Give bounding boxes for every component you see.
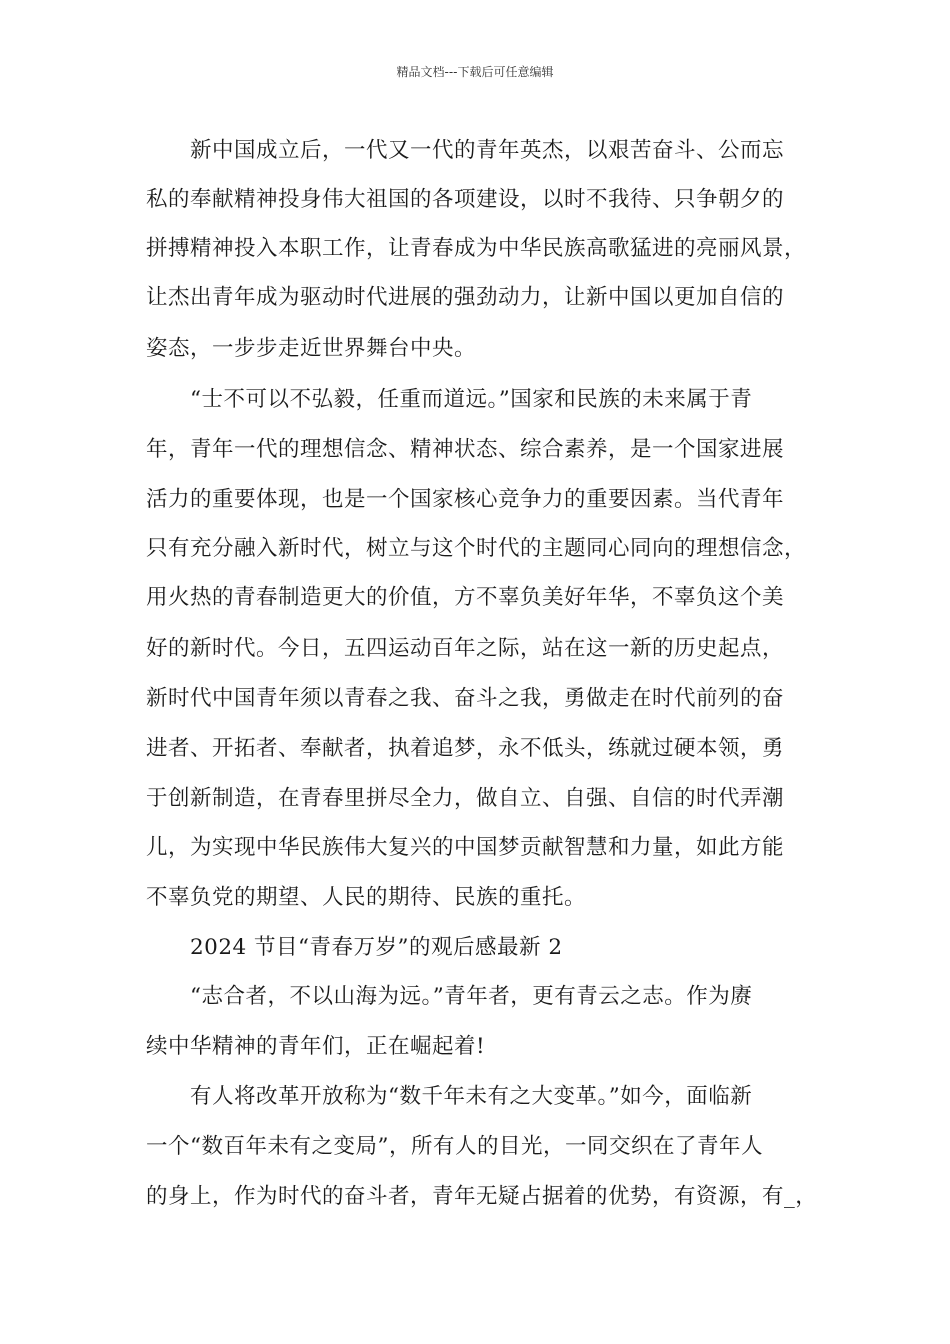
paragraph-line: 姿态，一步步走近世界舞台中央。 [146, 336, 477, 361]
paragraph-line: 新时代中国青年须以青春之我、奋斗之我，勇做走在时代前列的奋 [146, 686, 785, 711]
paragraph-line: 续中华精神的青年们，正在崛起着! [146, 1034, 486, 1059]
paragraph-line: 进者、开拓者、奉献者，执着追梦，永不低头，练就过硬本领，勇 [146, 736, 785, 761]
paragraph-line: 新中国成立后，一代又一代的青年英杰，以艰苦奋斗、公而忘 [190, 138, 785, 163]
paragraph-line: 拼搏精神投入本职工作，让青春成为中华民族高歌猛进的亮丽风景， [146, 236, 807, 261]
paragraph-line: 有人将改革开放称为“数千年未有之大变革。”如今，面临新 [190, 1084, 753, 1109]
paragraph-line: 的身上，作为时代的奋斗者，青年无疑占据着的优势，有资源，有_， [146, 1184, 818, 1209]
paragraph-line: 儿，为实现中华民族伟大复兴的中国梦贡献智慧和力量，如此方能 [146, 835, 785, 860]
paragraph-line: “志合者，不以山海为远。”青年者，更有青云之志。作为赓 [190, 984, 753, 1009]
paragraph-line: “士不可以不弘毅，任重而道远。”国家和民族的未来属于青 [190, 387, 753, 412]
paragraph-line: 私的奉献精神投身伟大祖国的各项建设，以时不我待、只争朝夕的 [146, 187, 785, 212]
paragraph-line: 只有充分融入新时代，树立与这个时代的主题同心同向的理想信念， [146, 536, 807, 561]
paragraph-line: 活力的重要体现，也是一个国家核心竞争力的重要因素。当代青年 [146, 487, 785, 512]
paragraph-line: 让杰出青年成为驱动时代进展的强劲动力，让新中国以更加自信的 [146, 285, 785, 310]
page-header: 精品文档---下载后可任意编辑 [396, 65, 554, 79]
paragraph-line: 好的新时代。今日，五四运动百年之际，站在这一新的历史起点， [146, 636, 785, 661]
paragraph-line: 于创新制造，在青春里拼尽全力，做自立、自强、自信的时代弄潮 [146, 786, 785, 811]
paragraph-line: 用火热的青春制造更大的价值，方不辜负美好年华，不辜负这个美 [146, 585, 785, 610]
paragraph-line: 不辜负党的期望、人民的期待、民族的重托。 [146, 885, 587, 910]
paragraph-line: 一个“数百年未有之变局”，所有人的目光，一同交织在了青年人 [146, 1134, 763, 1159]
section-heading: 2024 节目“青春万岁”的观后感最新 2 [190, 935, 563, 960]
paragraph-line: 年，青年一代的理想信念、精神状态、综合素养，是一个国家进展 [146, 437, 785, 462]
